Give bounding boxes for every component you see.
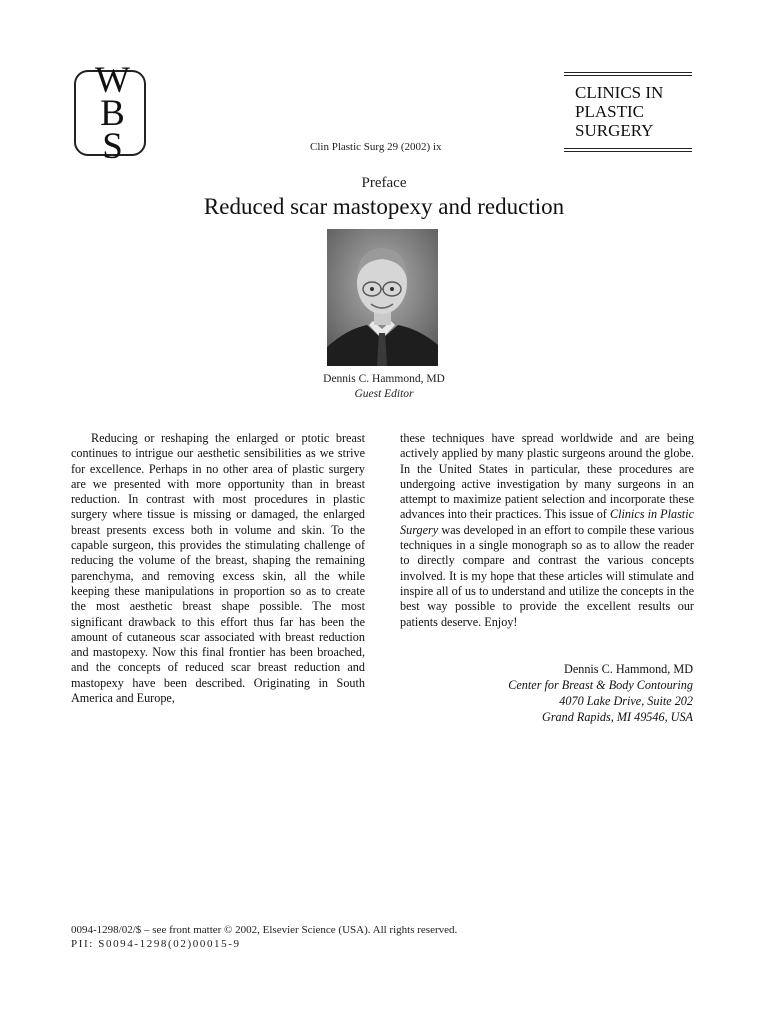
author-portrait-image	[327, 229, 438, 366]
journal-name-italic: Clinics in Plastic Surgery	[400, 507, 694, 537]
body-column-left	[71, 431, 365, 706]
body-column-right	[400, 431, 694, 630]
signature-name: Dennis C. Hammond, MD	[564, 662, 693, 676]
body-paragraph: Reducing or reshaping the enlarged or ptotic breast continues to intrigue our aesthetic sensibilities as we strive for excellence. Perhaps in no other area of plastic surgery are we presented with more opportunity than in breast reduction. In contrast with most procedures in plastic surgery where tissue is missing or damaged, the enlarged breast presents excess both in volume and skin. To the capable surgeon, this provides the stimulating challenge of reducing the volume of the breast, shaping the remaining parenchyma, and removing excess skin, all the while keeping these manipulations in proportion so as to create the most aesthetic breast shape possible. The most significant drawback to this effort thus far has been the amount of cutaneous scar associated with breast reduction and mastopexy. Now this final frontier has been broached, and the concepts of reduced scar breast reduction and mastopexy have been described. Originating in South America and Europe,	[71, 431, 365, 706]
author-photo	[327, 229, 438, 366]
journal-title-box	[564, 72, 692, 152]
copyright-line: 0094-1298/02/$ – see front matter © 2002, Elsevier Science (USA). All rights reserved.	[71, 924, 458, 936]
citation: Clin Plastic Surg 29 (2002) ix	[310, 141, 442, 153]
logo-letter: S	[102, 125, 118, 167]
body-text: these techniques have spread worldwide and are being actively applied by many plastic surgeons around the globe. In the United States in particular, these procedures are undergoing active investigation by many surgeons in an attempt to maximize patient selection and incorporate these advances into their practices. This issue of	[400, 431, 694, 522]
article-title: Reduced scar mastopexy and reduction	[203, 194, 565, 219]
journal-title-line: PLASTIC	[575, 102, 644, 121]
pii-line: PII: S0094-1298(02)00015-9	[71, 938, 241, 950]
journal-title-line: SURGERY	[575, 121, 654, 140]
editor-role: Guest Editor	[354, 388, 414, 400]
signature-address: 4070 Lake Drive, Suite 202	[559, 694, 693, 708]
body-text: was developed in an effort to compile these various techniques in a single monograph so as to allow the reader to directly compare and contrast the various concepts involved. It is my hope that these articles will stimulate and inspire all of us to understand and utilize the concepts in the best way possible to provide the excellent results our patients deserve. Enjoy!	[400, 522, 694, 629]
editor-name: Dennis C. Hammond, MD	[323, 373, 445, 385]
signature-institution: Center for Breast & Body Contouring	[508, 678, 693, 692]
section-kicker: Preface	[361, 175, 407, 191]
journal-title-line: CLINICS IN	[575, 83, 664, 102]
body-paragraph	[400, 431, 694, 630]
signature-address: Grand Rapids, MI 49546, USA	[542, 710, 693, 724]
signature-block	[400, 661, 693, 725]
logo-letter: B	[100, 92, 120, 134]
page-footer	[71, 923, 457, 951]
logo-letter: W	[95, 59, 125, 101]
publisher-logo	[74, 59, 146, 167]
